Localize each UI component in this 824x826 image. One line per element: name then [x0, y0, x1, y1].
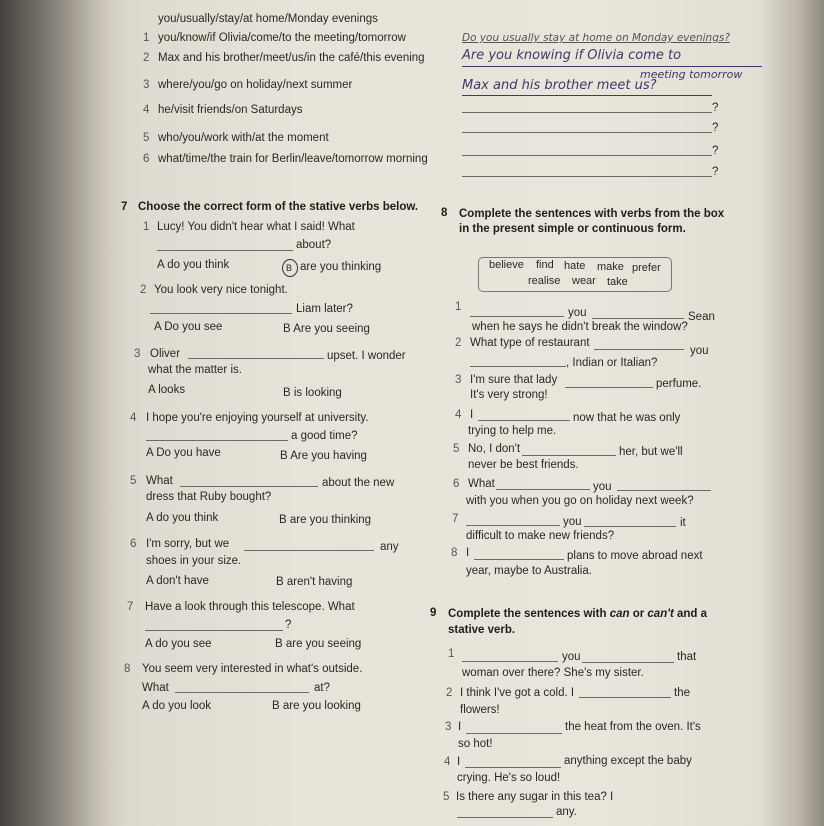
ex8-s6-line2: with you when you go on holiday next week?	[466, 495, 694, 507]
ex8-s3-num: 3	[455, 374, 462, 386]
ex9-s1-num: 1	[448, 648, 455, 660]
ex7-q5-option-b[interactable]: B are you thinking	[279, 514, 372, 526]
ex8-s8-num: 8	[451, 547, 458, 559]
ex8-s7-line2: difficult to make new friends?	[466, 530, 615, 542]
ex9-s1-mid: you	[562, 651, 581, 663]
ex9-s4-text: I	[457, 756, 461, 768]
ex8-title-line1: Complete the sentences with verbs from the box	[459, 208, 725, 220]
ex7-q8-line2: What	[142, 682, 169, 694]
ex8-word-4: make	[597, 261, 624, 273]
ex9-s5-blank[interactable]	[457, 817, 553, 818]
ex7-q6-num: 6	[130, 538, 137, 550]
ex6-item-4-qmark: ?	[712, 122, 719, 134]
ex7-q2-option-a[interactable]: A Do you see	[154, 321, 223, 333]
ex8-word-6: realise	[528, 275, 561, 287]
ex9-s2-num: 2	[446, 687, 453, 699]
ex6-item-2-prompt: Max and his brother/meet/us/in the café/this evening	[158, 52, 425, 64]
ex6-item-4-prompt: he/visit friends/on Saturdays	[158, 104, 303, 116]
ex6-item-2-num: 2	[143, 52, 150, 64]
ex8-s6-blank-2[interactable]	[617, 490, 711, 491]
ex9-s5-text: Is there any sugar in this tea? I	[456, 791, 614, 803]
ex9-s3-end: the heat from the oven. It's	[565, 721, 701, 733]
ex6-item-6-qmark: ?	[712, 166, 719, 178]
ex9-s4-blank[interactable]	[465, 767, 561, 768]
ex7-q7-end: ?	[285, 619, 292, 631]
ex9-title-line2: stative verb.	[448, 624, 516, 636]
ex6-item-6-answer-line[interactable]	[462, 176, 712, 177]
ex7-q8-option-b[interactable]: B are you looking	[272, 700, 361, 712]
ex8-s3-line2: It's very strong!	[470, 389, 548, 401]
ex6-item-1-num: 1	[143, 32, 150, 44]
ex8-s8-line2: year, maybe to Australia.	[466, 565, 592, 577]
ex7-q3-option-a[interactable]: A looks	[148, 384, 186, 396]
ex8-word-3: hate	[564, 260, 586, 272]
ex9-s4-line2: crying. He's so loud!	[457, 772, 561, 784]
ex9-s3-text: I	[458, 721, 462, 733]
ex8-s7-num: 7	[452, 513, 459, 525]
ex7-q1-option-b[interactable]: are you thinking	[300, 261, 382, 273]
ex6-item-1-prompt: you/know/if Olivia/come/to the meeting/tomorrow	[158, 32, 406, 44]
ex8-word-2: find	[536, 259, 554, 271]
ex7-q3-blank[interactable]	[188, 358, 324, 359]
ex8-s7-end: it	[680, 517, 686, 529]
ex9-title-can: can	[609, 608, 630, 620]
ex8-s2-blank-2[interactable]	[470, 366, 566, 367]
ex7-title: Choose the correct form of the stative verbs below.	[138, 201, 419, 213]
ex6-item-6-prompt: what/time/the train for Berlin/leave/tomorrow morning	[158, 153, 428, 165]
ex8-s2-line2: , Indian or Italian?	[566, 357, 658, 369]
ex6-item-6-num: 6	[143, 153, 150, 165]
ex7-q6-option-a[interactable]: A don't have	[146, 575, 209, 587]
ex7-q3-line2: what the matter is.	[148, 364, 242, 376]
ex8-s2-num: 2	[455, 337, 462, 349]
ex6-item-3-prompt: where/you/go on holiday/next summer	[158, 79, 353, 91]
ex9-title-a: Complete the sentences with	[448, 608, 607, 620]
ex8-s1-blank-1[interactable]	[470, 316, 564, 317]
ex8-s8-text: I	[466, 547, 470, 559]
ex8-s4-line2: trying to help me.	[468, 425, 557, 437]
ex7-q6-text: I'm sorry, but we	[146, 538, 230, 550]
ex8-s6-text: What	[468, 478, 495, 490]
ex6-item-2-handwriting: Max and his brother meet us?	[462, 78, 657, 93]
ex7-q4-option-a[interactable]: A Do you have	[146, 447, 221, 459]
ex7-q3-after: upset. I wonder	[327, 350, 406, 362]
ex6-item-2-answer-line	[462, 95, 712, 96]
ex6-item-5-num: 5	[143, 132, 150, 144]
ex7-q8-option-a[interactable]: A do you look	[142, 700, 212, 712]
ex7-q7-option-a[interactable]: A do you see	[145, 638, 212, 650]
ex7-q6-line2: shoes in your size.	[146, 555, 242, 567]
ex7-q3-num: 3	[134, 348, 141, 360]
ex9-s1-line2: woman over there? She's my sister.	[462, 667, 644, 679]
ex6-item-3-num: 3	[143, 79, 150, 91]
ex7-q7-blank[interactable]	[145, 630, 283, 631]
ex8-s1-end: Sean	[688, 311, 715, 323]
ex7-q6-blank[interactable]	[244, 550, 374, 551]
ex8-s1-line2: when he says he didn't break the window?	[472, 321, 688, 333]
ex8-s1-blank-2[interactable]	[592, 318, 684, 319]
ex6-item-5-qmark: ?	[712, 145, 719, 157]
ex8-s6-num: 6	[453, 478, 460, 490]
ex7-q2-blank[interactable]	[150, 313, 292, 314]
ex7-q8-after: at?	[314, 682, 330, 694]
ex6-item-1-answer-line	[462, 66, 762, 67]
ex8-s2-end: you	[690, 345, 709, 357]
ex8-s5-line2: never be best friends.	[468, 459, 579, 471]
ex7-q1-num: 1	[143, 221, 150, 233]
ex8-s3-end: perfume.	[656, 378, 702, 390]
ex9-s2-end: the	[674, 687, 690, 699]
ex9-s1-blank-1[interactable]	[462, 661, 558, 662]
ex8-word-1: believe	[489, 259, 524, 271]
ex8-s1-mid: you	[568, 307, 587, 319]
ex8-s5-blank[interactable]	[522, 455, 616, 456]
ex9-number: 9	[430, 607, 437, 619]
ex7-q3-text: Oliver	[150, 348, 181, 360]
ex9-title-cant: can't	[647, 608, 674, 620]
ex6-example-answer: Do you usually stay at home on Monday evenings?	[462, 32, 730, 44]
ex7-q5-num: 5	[130, 475, 137, 487]
ex7-q1-option-a[interactable]: A do you think	[157, 259, 230, 271]
ex6-example-prompt: you/usually/stay/at home/Monday evenings	[158, 13, 378, 25]
ex8-s1-num: 1	[455, 301, 462, 313]
ex7-q5-after: about the new	[322, 477, 395, 489]
ex9-s2-blank[interactable]	[579, 697, 671, 698]
ex7-q8-blank[interactable]	[175, 692, 309, 693]
ex9-title-or: or	[629, 608, 648, 620]
ex7-q6-option-b[interactable]: B aren't having	[276, 576, 353, 588]
ex8-s5-text: No, I don't	[468, 443, 521, 455]
ex7-q4-num: 4	[130, 412, 137, 424]
ex7-q7-num: 7	[127, 601, 134, 613]
ex6-item-3-answer-line[interactable]	[462, 112, 712, 113]
ex7-q2-num: 2	[140, 284, 147, 296]
ex8-s8-blank[interactable]	[474, 559, 564, 560]
ex7-q6-after: any	[380, 541, 399, 553]
ex7-q7-option-b[interactable]: B are you seeing	[275, 638, 362, 650]
ex7-q2-text: You look very nice tonight.	[154, 284, 288, 296]
ex8-s7-mid: you	[563, 516, 582, 528]
ex7-q4-text: I hope you're enjoying yourself at university.	[146, 412, 369, 424]
ex8-title-line2: in the present simple or continuous form.	[459, 223, 686, 235]
ex8-word-5: prefer	[632, 262, 661, 274]
ex9-s4-end: anything except the baby	[564, 755, 692, 767]
ex7-q2-after: Liam later?	[296, 303, 353, 315]
ex8-s2-blank-1[interactable]	[594, 349, 684, 350]
ex9-s5-num: 5	[443, 791, 450, 803]
ex8-s4-text: I	[470, 409, 474, 421]
ex8-s4-blank[interactable]	[478, 420, 570, 421]
ex9-title-b: and a	[673, 608, 708, 620]
ex7-q2-option-b[interactable]: B Are you seeing	[283, 323, 370, 335]
ex8-s8-end: plans to move abroad next	[567, 550, 703, 562]
ex7-q8-num: 8	[124, 663, 131, 675]
ex8-s4-num: 4	[455, 409, 462, 421]
ex8-word-8: take	[607, 276, 628, 288]
ex9-s2-line2: flowers!	[460, 704, 500, 716]
ex7-number: 7	[121, 201, 128, 213]
page-shadow	[0, 0, 110, 826]
ex7-q5-line2: dress that Ruby bought?	[146, 491, 272, 503]
ex8-s5-num: 5	[453, 443, 460, 455]
ex7-q1-blank[interactable]	[157, 250, 293, 251]
ex7-q5-text: What	[146, 475, 173, 487]
ex9-s3-line2: so hot!	[458, 738, 493, 750]
ex8-word-7: wear	[572, 275, 596, 287]
ex7-q1-option-b-letter[interactable]: B	[286, 263, 293, 273]
ex9-s4-num: 4	[444, 756, 451, 768]
ex7-q5-option-a[interactable]: A do you think	[146, 512, 219, 524]
ex7-q5-blank[interactable]	[180, 486, 318, 487]
ex7-q7-text: Have a look through this telescope. What	[145, 601, 355, 613]
ex8-s5-end: her, but we'll	[619, 446, 683, 458]
ex8-s6-blank-1[interactable]	[496, 489, 590, 490]
ex9-s1-blank-2[interactable]	[582, 662, 674, 663]
ex9-s3-num: 3	[445, 721, 452, 733]
ex8-s3-blank[interactable]	[565, 387, 653, 388]
ex7-q8-text: You seem very interested in what's outside.	[142, 663, 363, 675]
ex6-item-4-num: 4	[143, 104, 150, 116]
ex7-q4-after: a good time?	[291, 430, 358, 442]
ex8-s6-mid: you	[593, 481, 612, 493]
ex9-s1-end: that	[677, 651, 697, 663]
ex9-s3-blank[interactable]	[466, 733, 562, 734]
ex6-item-5-answer-line[interactable]	[462, 155, 712, 156]
ex6-item-4-answer-line[interactable]	[462, 132, 712, 133]
ex7-q1-text: Lucy! You didn't hear what I said! What	[157, 221, 355, 233]
ex7-q1-after: about?	[296, 239, 332, 251]
ex8-s7-blank-2[interactable]	[584, 526, 676, 527]
ex8-s7-blank-1[interactable]	[466, 525, 560, 526]
ex9-s2-text: I think I've got a cold. I	[460, 687, 575, 699]
ex8-number: 8	[441, 207, 448, 219]
ex6-item-1-handwriting-2: meeting tomorrow	[640, 68, 743, 81]
ex8-s4-end: now that he was only	[573, 412, 681, 424]
ex9-title-line1	[448, 607, 707, 621]
ex6-item-1-handwriting: Are you knowing if Olivia come to	[462, 48, 682, 63]
ex9-s5-end: any.	[556, 806, 577, 818]
ex6-item-5-prompt: who/you/work with/at the moment	[158, 132, 329, 144]
ex8-s2-text: What type of restaurant	[470, 337, 590, 349]
ex6-item-3-qmark: ?	[712, 102, 719, 114]
ex7-q3-option-b[interactable]: B is looking	[283, 387, 342, 399]
ex7-q4-option-b[interactable]: B Are you having	[280, 450, 367, 462]
ex8-s3-text: I'm sure that lady	[470, 374, 558, 386]
ex7-q4-blank[interactable]	[146, 440, 288, 441]
